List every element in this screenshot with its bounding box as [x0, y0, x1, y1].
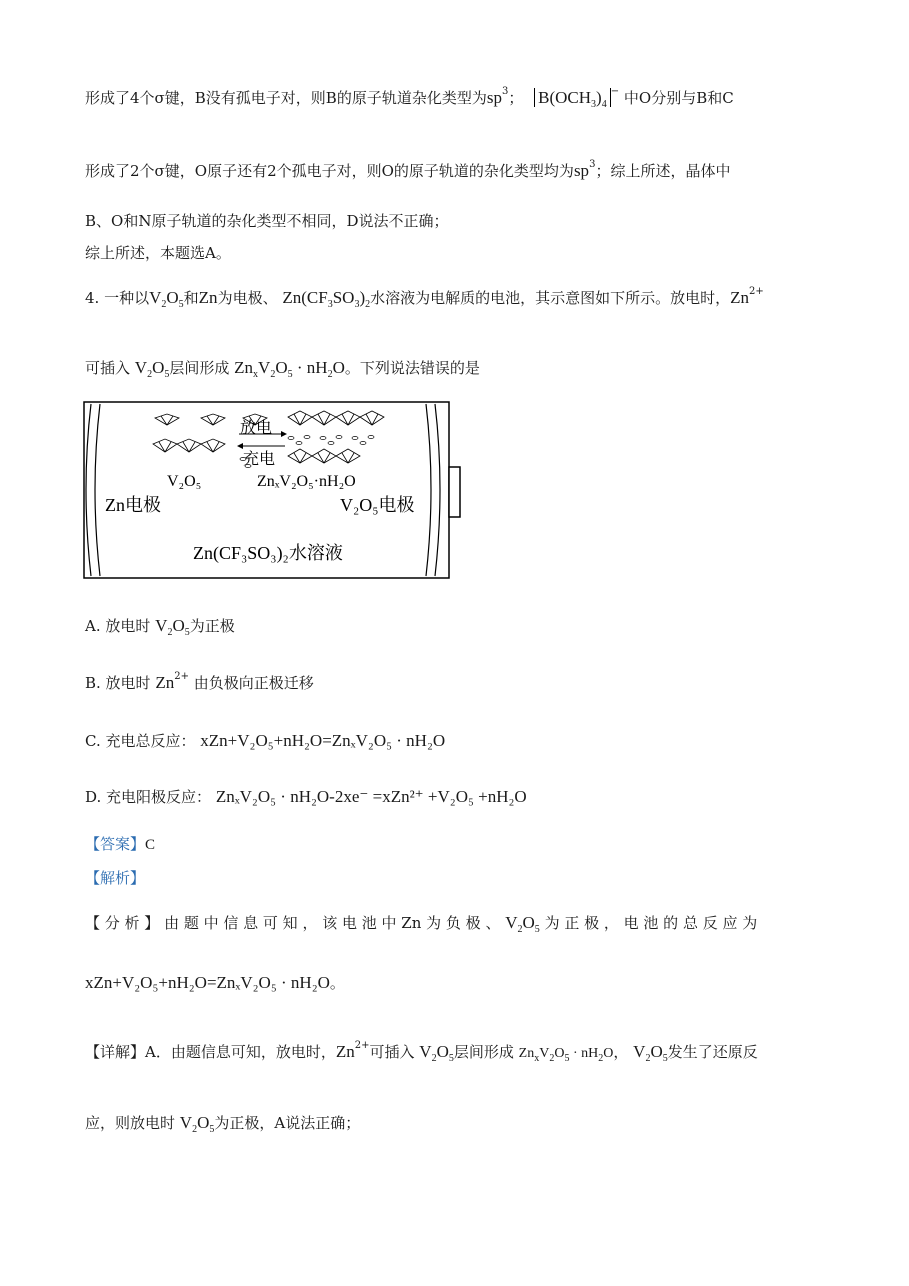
- el: Zn: [518, 1046, 535, 1061]
- intro-line-3: B、O和N原子轨道的杂化类型不相同，D说法不正确；: [85, 212, 449, 230]
- el: O: [152, 358, 165, 377]
- formula-sp: sp: [573, 161, 590, 180]
- text: 为正极: [189, 617, 235, 635]
- formula-salt: [282, 288, 371, 310]
- text: 可插入: [369, 1043, 415, 1061]
- subscript: 3: [354, 299, 360, 310]
- text: 层间形成: [453, 1043, 514, 1061]
- text: 4. 一种以: [85, 289, 150, 307]
- intro-line-2: [85, 161, 730, 184]
- formula-v2o5: [419, 1042, 454, 1064]
- formula-v2o5: [633, 1042, 668, 1064]
- text: 水溶液为电解质的电池，其示意图如下所示。放电时，: [370, 289, 731, 307]
- text: 中O分别与B和C: [623, 89, 734, 107]
- subscript: 4: [601, 99, 607, 110]
- el: O: [275, 358, 288, 377]
- subscript: 2: [517, 924, 523, 935]
- ion-text: B(OCH: [538, 88, 592, 107]
- el: O: [172, 616, 185, 635]
- subscript: 5: [178, 299, 184, 310]
- ion-text: ): [596, 88, 602, 107]
- el: O: [332, 358, 345, 377]
- text: ；: [508, 89, 524, 107]
- text: 形成了4个σ键，B没有孤电子对，则B的原子轨道杂化类型为: [85, 89, 487, 107]
- answer: [85, 834, 155, 855]
- subscript: 2: [365, 299, 371, 310]
- subscript: 2: [147, 369, 153, 380]
- subscript: 3: [327, 299, 333, 310]
- detail-line-2: [85, 1113, 360, 1136]
- text: 应，则放电时: [85, 1114, 176, 1132]
- el: O: [554, 1046, 565, 1061]
- subscript: 2: [645, 1053, 651, 1064]
- el: V: [539, 1046, 550, 1061]
- subscript: 5: [534, 924, 540, 935]
- el: V: [258, 358, 271, 377]
- text: ，: [613, 1043, 629, 1061]
- analysis-line-1: [85, 913, 757, 936]
- el: Zn(CF: [282, 288, 328, 307]
- el: · nH: [569, 1046, 599, 1061]
- equation: xZn+V₂O₅+nH₂O=ZnₓV₂O₅ · nH₂O: [200, 731, 446, 750]
- option-a: [85, 616, 235, 639]
- subscript: 2: [327, 369, 333, 380]
- subscript: 5: [662, 1053, 668, 1064]
- superscript: 2+: [749, 286, 764, 297]
- text: 为正极，A说法正确；: [214, 1114, 361, 1132]
- battery-diagram: [83, 401, 463, 579]
- product-label: ZnₓV₂O₅·nH₂O: [257, 473, 356, 490]
- text: 【详解】A．由题信息可知，放电时，: [85, 1043, 336, 1061]
- zn-electrode-label: Zn电极: [105, 495, 161, 515]
- el: Zn: [234, 358, 254, 377]
- discharge-label: 放电: [240, 420, 273, 437]
- el: V: [633, 1042, 646, 1061]
- superscript: 3: [589, 159, 596, 170]
- detail-line-1: [85, 1042, 758, 1065]
- el: O: [197, 1113, 210, 1132]
- ion-formula: [534, 88, 611, 110]
- el: V: [505, 913, 518, 932]
- question-line-2: [85, 358, 480, 381]
- formula-v2o5: [155, 616, 190, 638]
- subscript: 5: [164, 369, 170, 380]
- subscript: 2: [598, 1053, 604, 1064]
- answer-tag: 【答案】: [85, 835, 146, 853]
- subscript: 2: [167, 627, 173, 638]
- analysis-tag: 【解析】: [85, 869, 146, 887]
- formula-product: [234, 358, 345, 380]
- formula-zn: Zn: [730, 288, 750, 307]
- superscript: 2+: [174, 671, 189, 682]
- electrolyte-label: Zn(CF₃SO₃)₂水溶液: [193, 543, 343, 563]
- superscript: −: [610, 86, 620, 97]
- text: 为电极、: [217, 289, 278, 307]
- formula-v2o5: [505, 913, 540, 935]
- el: V: [179, 1113, 193, 1132]
- text: 。: [329, 974, 345, 992]
- subscript: 2: [431, 1053, 437, 1064]
- superscript: 2+: [354, 1040, 370, 1051]
- formula-zn: Zn: [335, 1042, 355, 1061]
- text: 形成了2个σ键，O原子还有2个孤电子对，则O的原子轨道的杂化类型均为: [85, 162, 574, 180]
- subscript: 3: [591, 99, 597, 110]
- formula-v2o5: [134, 358, 170, 380]
- option-d: [85, 787, 527, 807]
- text: 由负极向正极迁移: [193, 674, 314, 692]
- subscript: 5: [448, 1053, 454, 1064]
- equation: ZnₓV₂O₅ · nH₂O-2xe⁻ =xZn²⁺ +V₂O₅ +nH₂O: [215, 787, 527, 806]
- intro-line-1: [85, 88, 734, 111]
- analysis-line-2: [85, 973, 345, 993]
- el: V: [419, 1042, 432, 1061]
- text: 层间形成: [169, 359, 230, 377]
- subscript: 5: [209, 1124, 215, 1135]
- v2o5-electrode-label: V₂O₅电极: [340, 495, 415, 515]
- answer-value: C: [145, 837, 156, 853]
- el: O: [166, 288, 179, 307]
- charge-label: 充电: [243, 451, 276, 468]
- text: 可插入: [85, 359, 131, 377]
- text: 和: [183, 289, 199, 307]
- subscript: 2: [270, 369, 276, 380]
- superscript: 3: [501, 86, 509, 97]
- formula-product: [518, 1046, 614, 1064]
- el: O: [603, 1046, 614, 1061]
- el: O: [522, 913, 535, 932]
- text: B. 放电时: [85, 674, 151, 692]
- text: 发生了还原反: [667, 1043, 758, 1061]
- option-b: [85, 673, 314, 696]
- el: SO: [332, 288, 355, 307]
- text: A. 放电时: [85, 617, 151, 635]
- subscript: x: [534, 1053, 540, 1064]
- text: 。下列说法错误的是: [344, 359, 480, 377]
- equation: xZn+V₂O₅+nH₂O=ZnₓV₂O₅ · nH₂O: [85, 973, 330, 992]
- formula-v2o5: [149, 288, 184, 310]
- formula-v2o5: [179, 1113, 215, 1135]
- subscript: 2: [161, 299, 167, 310]
- text: ；综上所述，晶体中: [595, 162, 731, 180]
- subscript: 5: [564, 1053, 570, 1064]
- formula-zn: Zn: [155, 673, 175, 692]
- text: C. 充电总反应：: [85, 732, 196, 750]
- formula-zn: Zn: [198, 288, 218, 307]
- intro-line-4: 综上所述，本题选A。: [85, 244, 231, 262]
- text: D. 充电阳极反应：: [85, 788, 212, 806]
- text: 【 分 析 】 由 题 中 信 息 可 知 ， 该 电 池 中 Zn 为 负 极 、: [85, 914, 501, 932]
- el: · nH: [292, 358, 328, 377]
- subscript: 2: [549, 1053, 555, 1064]
- subscript: 2: [192, 1124, 198, 1135]
- el: ): [359, 288, 366, 307]
- formula-sp: sp: [486, 88, 502, 107]
- el: O: [436, 1042, 449, 1061]
- subscript: 5: [184, 627, 190, 638]
- el: V: [134, 358, 148, 377]
- subscript: x: [253, 369, 259, 380]
- subscript: 5: [287, 369, 293, 380]
- el: V: [149, 288, 162, 307]
- el: V: [155, 616, 168, 635]
- text: 为 正 极 ， 电 池 的 总 反 应 为: [544, 914, 758, 932]
- el: O: [650, 1042, 663, 1061]
- question-line-1: [85, 288, 764, 311]
- v2o5-label: V₂O₅: [167, 473, 202, 490]
- option-c: [85, 731, 445, 751]
